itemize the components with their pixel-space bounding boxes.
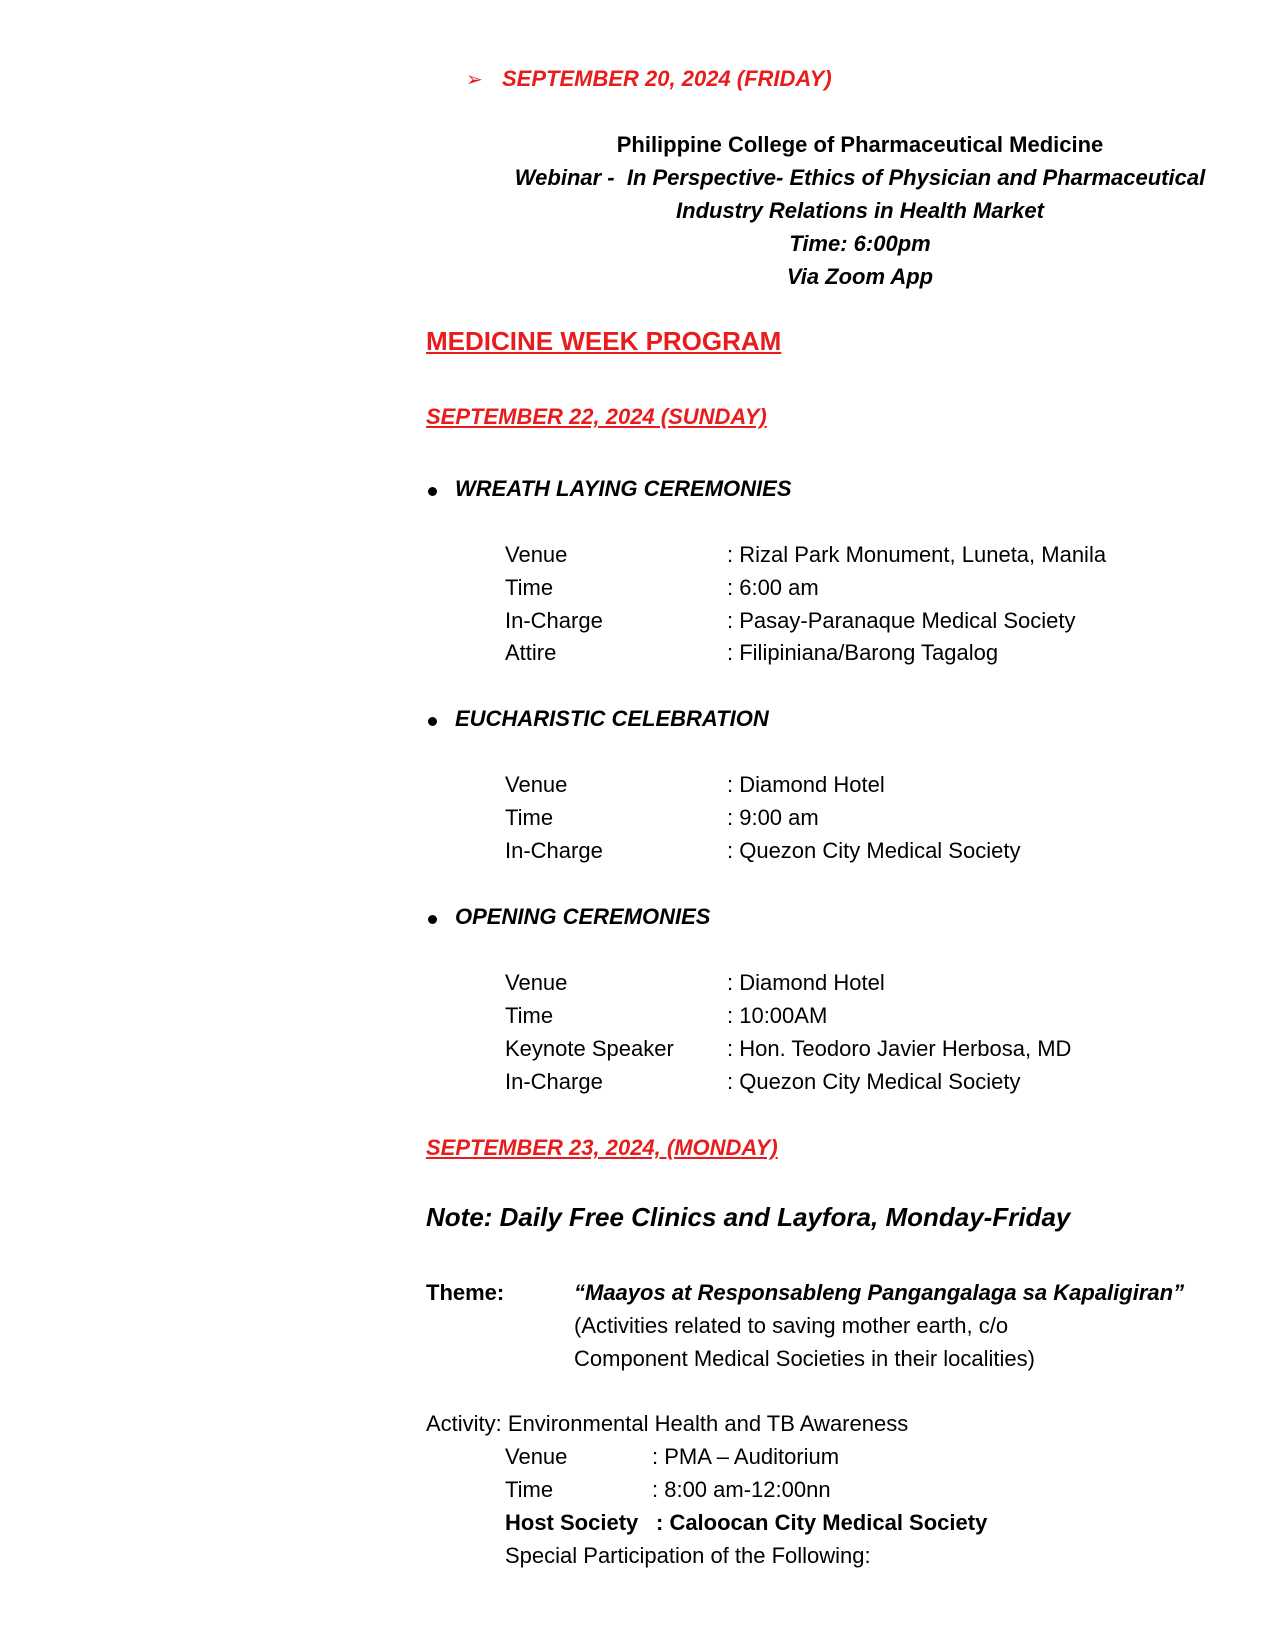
detail-value: : Hon. Teodoro Javier Herbosa, MD [727,1036,1072,1061]
event-title-eucharistic: EUCHARISTIC CELEBRATION [455,706,769,731]
detail-value: : 10:00AM [727,1003,828,1028]
header-webinar-line1: Webinar - In Perspective- Ethics of Physician and Pharmaceutical [514,165,1206,190]
arrow-bullet-icon: ➢ [466,69,483,91]
bullet-icon [428,915,437,924]
daily-note: Note: Daily Free Clinics and Layfora, Monday-Friday [426,1202,1071,1232]
detail-value: : Quezon City Medical Society [727,838,1021,863]
bullet-icon [428,487,437,496]
detail-value: : Quezon City Medical Society [727,1069,1021,1094]
event-title-opening: OPENING CEREMONIES [455,904,711,929]
detail-label: Time [505,575,554,600]
header-via: Via Zoom App [786,264,934,289]
detail-label: In-Charge [505,1069,603,1094]
detail-value: : Filipiniana/Barong Tagalog [727,640,999,665]
activity-title: Activity: Environmental Health and TB Awareness [426,1411,909,1436]
detail-label: Venue [505,772,568,797]
special-participation: Special Participation of the Following: [505,1543,871,1568]
detail-label: Time [505,1477,554,1502]
detail-label: Attire [505,640,557,665]
header-date: SEPTEMBER 20, 2024 (FRIDAY) [502,66,832,91]
event-title-wreath: WREATH LAYING CEREMONIES [455,476,792,501]
host-society-label: Host Society [505,1510,639,1535]
header-time: Time: 6:00pm [789,231,931,256]
detail-label: Time [505,1003,554,1028]
program-title: MEDICINE WEEK PROGRAM [426,326,782,356]
detail-label: In-Charge [505,838,603,863]
bullet-icon [428,717,437,726]
host-society-value: : Caloocan City Medical Society [656,1510,988,1535]
theme-quote: “Maayos at Responsableng Pangangalaga sa Kapaligiran” [574,1280,1185,1305]
detail-value: : Pasay-Paranaque Medical Society [727,608,1076,633]
detail-value: : 6:00 am [727,575,819,600]
header-org: Philippine College of Pharmaceutical Medicine [616,132,1104,157]
detail-value: : Diamond Hotel [727,970,885,995]
theme-label: Theme: [426,1280,505,1305]
theme-description-line1: (Activities related to saving mother earth, c/o [574,1313,1009,1338]
detail-value: : Rizal Park Monument, Luneta, Manila [727,542,1107,567]
detail-label: Time [505,805,554,830]
detail-label: Venue [505,970,568,995]
detail-value: : 8:00 am-12:00nn [652,1477,831,1502]
detail-label: Venue [505,542,568,567]
day2-date: SEPTEMBER 23, 2024, (MONDAY) [426,1135,778,1160]
detail-label: Venue [505,1444,568,1469]
detail-value: : Diamond Hotel [727,772,885,797]
header-webinar-line2: Industry Relations in Health Market [676,198,1044,223]
detail-value: : PMA – Auditorium [652,1444,840,1469]
detail-label: Keynote Speaker [505,1036,674,1061]
day1-date: SEPTEMBER 22, 2024 (SUNDAY) [426,404,767,429]
detail-value: : 9:00 am [727,805,819,830]
header-block [475,128,1245,293]
theme-description-line2: Component Medical Societies in their localities) [574,1346,1035,1371]
detail-label: In-Charge [505,608,603,633]
